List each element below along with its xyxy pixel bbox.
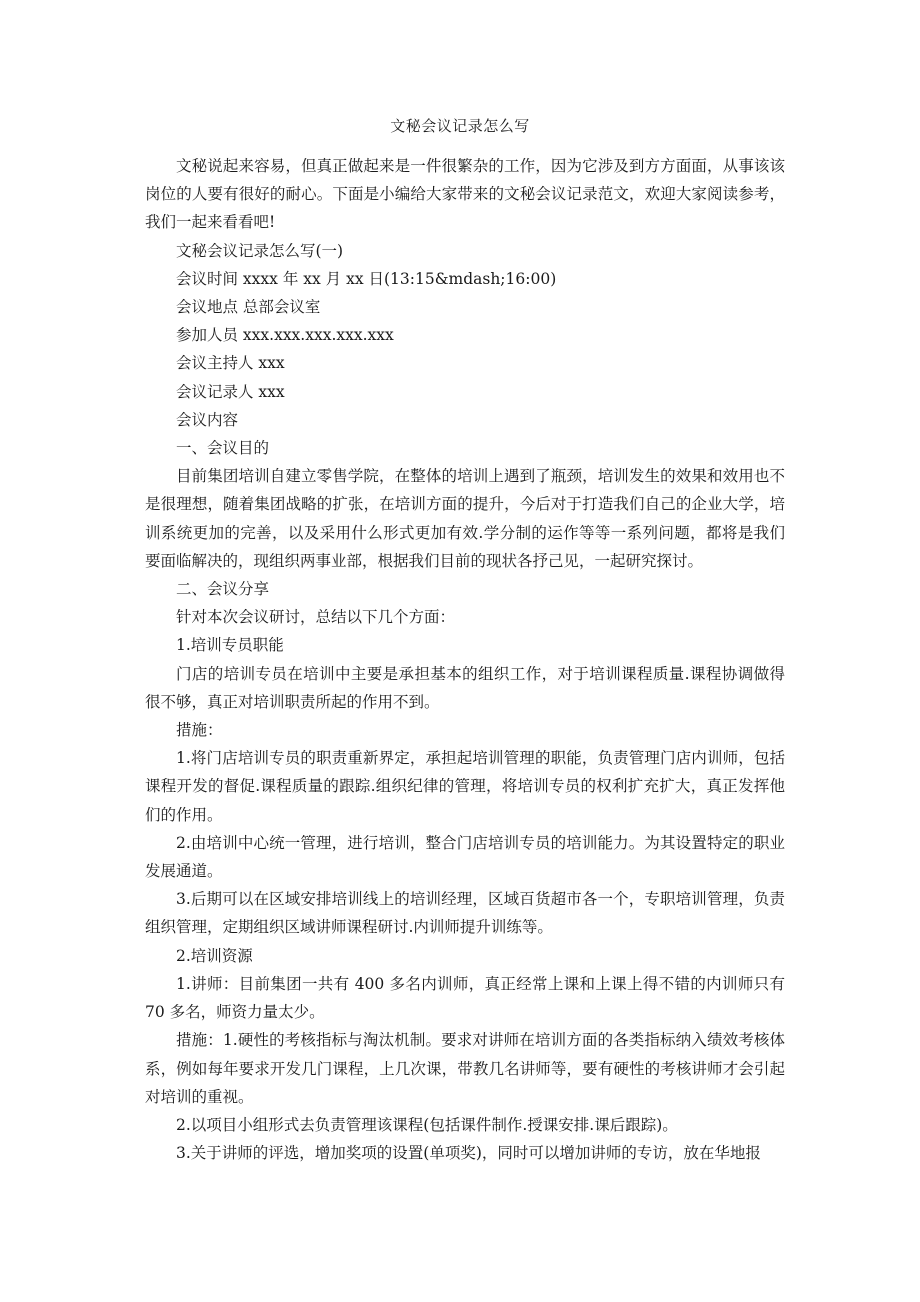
paragraph-meeting-location: 会议地点 总部会议室 [176, 298, 321, 317]
paragraph-lecturer-measure-2: 2.以项目小组形式去负责管理该课程(包括课件制作.授课安排.课后跟踪)。 [176, 1115, 678, 1134]
paragraph-content-heading: 会议内容 [176, 410, 239, 429]
paragraph-item-1-body: 门店的培训专员在培训中主要是承担基本的组织工作，对于培训课程质量.课程协调做得很不够，真正对培训职责所起的作用不到。 [145, 664, 785, 711]
paragraph-measure-1: 1.将门店培训专员的职责重新界定，承担起培训管理的职能，负责管理门店内训师，包括课程开发的督促.课程质量的跟踪.组织纪律的管理，将培训专员的权利扩充扩大，真正发挥他们的作用。 [145, 749, 785, 824]
paragraph-item-2-heading: 2.培训资源 [176, 946, 253, 965]
paragraph-recorder: 会议记录人 xxx [176, 382, 285, 401]
paragraph-measure-2: 2.由培训中心统一管理，进行培训，整合门店培训专员的培训能力。为其设置特定的职业发展通道。 [145, 833, 785, 881]
paragraph-measure-3: 3.后期可以在区域安排培训线上的培训经理，区域百货超市各一个，专职培训管理，负责组织管理，定期组织区域讲师课程研讨.内训师提升训练等。 [145, 890, 785, 937]
paragraph-lecturers: 1.讲师：目前集团一共有 400 多名内训师，真正经常上课和上课上得不错的内训师只有 70 多名，师资力量太少。 [145, 974, 785, 1022]
paragraph-intro: 文秘说起来容易，但真正做起来是一件很繁杂的工作，因为它涉及到方方面面，从事该该岗位的人要有很好的耐心。下面是小编给大家带来的文秘会议记录范文，欢迎大家阅读参考，我们一起来看看吧! [145, 157, 785, 232]
paragraph-summary-intro: 针对本次会议研讨，总结以下几个方面： [176, 608, 456, 627]
paragraph-lecturer-measure-3: 3.关于讲师的评选，增加奖项的设置(单项奖)，同时可以增加讲师的专访，放在华地报 [176, 1144, 761, 1163]
paragraph-section-heading: 文秘会议记录怎么写(一) [176, 241, 344, 260]
paragraph-purpose-heading: 一、会议目的 [176, 439, 270, 458]
document-title: 文秘会议记录怎么写 [390, 117, 530, 135]
paragraph-sharing-heading: 二、会议分享 [176, 580, 270, 599]
paragraph-item-1-heading: 1.培训专员职能 [176, 636, 284, 655]
paragraph-attendees: 参加人员 xxx.xxx.xxx.xxx.xxx [176, 326, 394, 345]
paragraph-measures-label: 措施： [176, 721, 223, 740]
paragraph-lecturer-measure-1: 措施：1.硬性的考核指标与淘汰机制。要求对讲师在培训方面的各类指标纳入绩效考核体系，例如每年要求开发几门课程，上几次课，带教几名讲师等，要有硬性的考核讲师才会引起对培训的重视。 [145, 1031, 785, 1106]
document-body [145, 152, 785, 1167]
paragraph-meeting-time: 会议时间 xxxx 年 xx 月 xx 日(13:15&mdash;16:00) [176, 269, 557, 288]
paragraph-purpose: 目前集团培训自建立零售学院，在整体的培训上遇到了瓶颈，培训发生的效果和效用也不是很理想，随着集团战略的扩张，在培训方面的提升，今后对于打造我们自己的企业大学，培训系统更加的完善，以及采用什么形式更加有效.学分制的运作等等一系列问题，都将是我们要面临解决的，现组织两事业部，根据我们目前的现状各抒己见，一起研究探讨。 [145, 467, 785, 570]
paragraph-host: 会议主持人 xxx [176, 354, 285, 373]
